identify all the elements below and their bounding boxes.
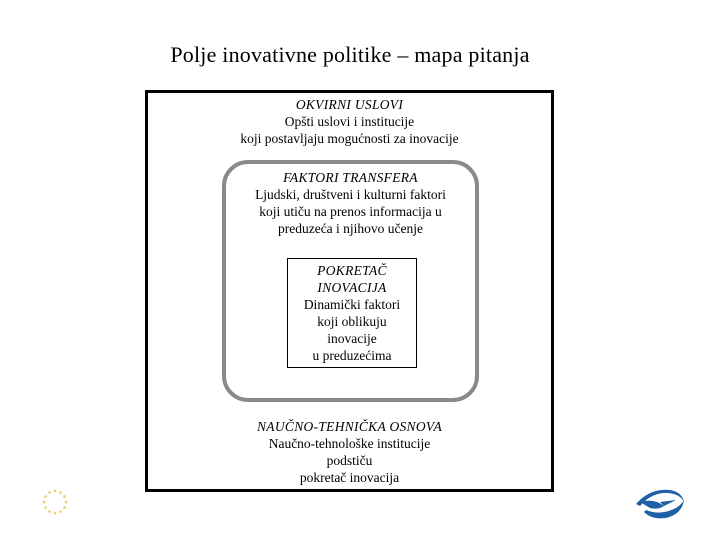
science-base-line: pokretač inovacija [299, 470, 400, 485]
eu-star-icon [53, 489, 57, 493]
science-base-line: Naučno-tehnološke institucije [268, 436, 431, 451]
framework-heading: OKVIRNI USLOVI [295, 97, 404, 112]
organization-logo-icon [630, 480, 686, 522]
driver-line: koji oblikuju [317, 314, 387, 329]
eu-star-icon [44, 495, 48, 499]
eu-star-icon [48, 510, 52, 514]
eu-star-icon [53, 511, 57, 515]
driver-line: u preduzećima [312, 348, 392, 363]
driver-heading: INOVACIJA [317, 280, 387, 295]
transfer-factors-text [226, 169, 475, 237]
eu-star-icon [59, 490, 63, 494]
driver-heading: POKRETAČ [317, 263, 387, 278]
eu-star-icon [64, 500, 68, 504]
driver-line: Dinamički faktori [303, 297, 401, 312]
science-base-heading: NAUČNO-TEHNIČKA OSNOVA [257, 419, 442, 434]
framework-conditions-text [145, 96, 554, 147]
eu-stars-icon [40, 487, 70, 517]
transfer-heading: FAKTORI TRANSFERA [283, 170, 418, 185]
driver-line: inovacije [327, 331, 377, 346]
eu-star-icon [42, 500, 46, 504]
transfer-line: Ljudski, društveni i kulturni faktori [255, 187, 446, 202]
eu-star-icon [63, 495, 67, 499]
transfer-line: preduzeća i njihovo učenje [277, 221, 424, 236]
transfer-line: koji utiču na prenos informacija u [259, 204, 442, 219]
eu-star-icon [48, 490, 52, 494]
eu-star-icon [59, 510, 63, 514]
science-base-line: podstiču [326, 453, 373, 468]
eu-star-icon [63, 506, 67, 510]
framework-line: Opšti uslovi i institucije [284, 114, 415, 129]
eu-star-icon [44, 506, 48, 510]
innovation-driver-text [287, 262, 417, 364]
page-title: Polje inovativne politike – mapa pitanja [170, 42, 530, 67]
framework-line: koji postavljaju mogućnosti za inovacije [240, 131, 459, 146]
science-base-text [145, 418, 554, 486]
